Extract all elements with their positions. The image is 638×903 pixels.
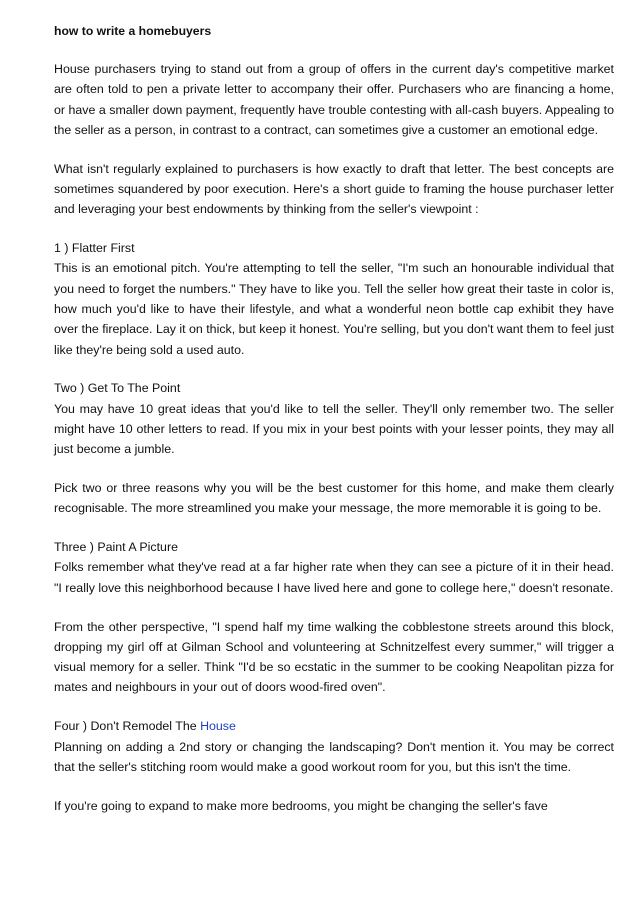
- section-dont-remodel: [54, 716, 614, 777]
- section-heading: 1 ) Flatter First: [54, 241, 135, 256]
- section-body: Folks remember what they've read at a far higher rate when they can see a picture of it in their head. "I really love this neighborhood because I have lived here and gone to college here," doesn't resonate.: [54, 560, 614, 595]
- paragraph-pick-reasons: Pick two or three reasons why you will be the best customer for this home, and make them clearly recognisable. The more streamlined you make your message, the more memorable it is going to be.: [54, 481, 614, 516]
- section-heading: Three ) Paint A Picture: [54, 540, 178, 555]
- document-page: [54, 22, 614, 834]
- paragraph-guide-intro: What isn't regularly explained to purchasers is how exactly to draft that letter. The best concepts are sometimes squandered by poor execution. Here's a short guide to framing the house purchaser letter and leveraging your best endowments by thinking from the seller's viewpoint :: [54, 161, 614, 217]
- section-body: This is an emotional pitch. You're attempting to tell the seller, "I'm such an honourable individual that you need to forget the numbers." They have to like you. Tell the seller how great their taste in color is, how much you'd like to have their lifestyle, and what a wonderful neon bottle cap exhibit they have over the fireplace. Lay it on thick, but keep it honest. You're selling, but you don't want them to feel just like they're being sold a used auto.: [54, 261, 614, 357]
- document-title: how to write a homebuyers: [54, 24, 212, 38]
- section-body: Planning on adding a 2nd story or changing the landscaping? Don't mention it. You may be correct that the seller's stitching room would make a good workout room for you, but this isn't the time.: [54, 739, 614, 774]
- section-body: You may have 10 great ideas that you'd like to tell the seller. They'll only remember two. The seller might have 10 other letters to read. If you mix in your best points with your lesser points, they may all just become a jumble.: [54, 401, 614, 457]
- section-heading: [54, 716, 614, 736]
- paragraph-expand: If you're going to expand to make more bedrooms, you might be changing the seller's fave: [54, 798, 548, 813]
- section-paint-a-picture: [54, 537, 614, 598]
- section-flatter-first: [54, 238, 614, 360]
- section-heading: Two ) Get To The Point: [54, 381, 181, 396]
- section-get-to-the-point: [54, 378, 614, 459]
- section-heading-text: Four ) Don't Remodel The: [54, 719, 201, 734]
- house-link[interactable]: House: [200, 719, 236, 734]
- paragraph-intro: House purchasers trying to stand out from a group of offers in the current day's competitive market are often told to pen a private letter to accompany their offer. Purchasers who are financing a home, or have a smaller down payment, frequently have trouble contesting with all-cash buyers. Appealing to the seller as a person, in contrast to a contract, can sometimes give a customer an emotional edge.: [54, 62, 614, 137]
- paragraph-other-perspective: From the other perspective, "I spend half my time walking the cobblestone streets around this block, dropping my girl off at Gilman School and volunteering at Schnitzelfest every summer," will trigger a visual memory for a seller. Think "I'd be so ecstatic in the summer to be cooking Neapolitan pizza for mates and neighbours in your out of doors wood-fired oven".: [54, 619, 614, 695]
